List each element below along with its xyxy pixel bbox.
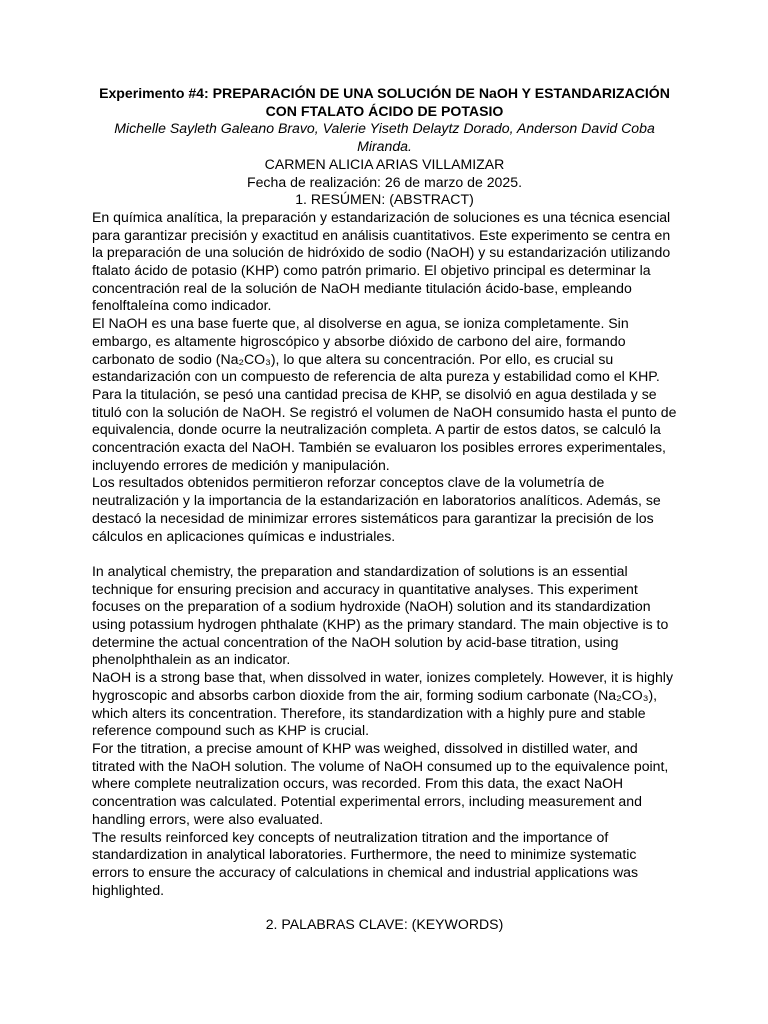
paragraph-spacer	[92, 545, 677, 563]
date-line: Fecha de realización: 26 de marzo de 2025.	[246, 173, 522, 190]
abstract-es-paragraph-3: Para la titulación, se pesó una cantidad precisa de KHP, se disolvió en agua destilada y se tituló con la solución de NaOH. Se registró el volumen de NaOH consumido hasta el punto de equivalencia, donde ocurre la neutralización completa. A partir de estos datos, se calculó la concentración exacta del NaOH. También se evaluaron los posibles errores experimentales, incluyendo errores de medición y manipulación.	[92, 385, 677, 473]
instructor-name: CARMEN ALICIA ARIAS VILLAMIZAR	[264, 155, 505, 172]
authors-line: Michelle Sayleth Galeano Bravo, Valerie Yiseth Delaytz Dorado, Anderson David Coba Miranda.	[114, 120, 655, 155]
document-title: Experimento #4: PREPARACIÓN DE UNA SOLUCIÓN DE NaOH Y ESTANDARIZACIÓN CON FTALATO ÁCIDO DE POTASIO	[99, 85, 670, 119]
abstract-es-paragraph-1: En química analítica, la preparación y estandarización de soluciones es una técnica esencial para garantizar precisión y exactitud en análisis cuantitativos. Este experimento se centra en la preparación de una solución de hidróxido de sodio (NaOH) y su estandarización utilizando ftalato ácido de potasio (KHP) como patrón primario. El objetivo principal es determinar la concentración real de la solución de NaOH mediante titulación ácido-base, empleando fenolftaleína como indicador.	[92, 208, 671, 314]
abstract-en-paragraph-4: The results reinforced key concepts of neutralization titration and the importance of standardization in analytical laboratories. Furthermore, the need to minimize systematic errors to ensure the accuracy of calculations in chemical and industrial applications was highlighted.	[92, 828, 639, 898]
abstract-es-paragraph-4: Los resultados obtenidos permitieron reforzar conceptos clave de la volumetría de neutralización y la importancia de la estandarización en laboratorios analíticos. Además, se destacó la necesidad de minimizar errores sistemáticos para garantizar la precisión de los cálculos en aplicaciones químicas e industriales.	[92, 474, 661, 544]
abstract-en-paragraph-1: In analytical chemistry, the preparation and standardization of solutions is an essential technique for ensuring precision and accuracy in quantitative analyses. This experiment focuses on the preparation of a sodium hydroxide (NaOH) solution and its standardization using potassium hydrogen phthalate (KHP) as the primary standard. The main objective is to determine the actual concentration of the NaOH solution by acid-base titration, using phenolphthalein as an indicator.	[92, 562, 669, 668]
abstract-heading: 1. RESÚMEN: (ABSTRACT)	[295, 191, 474, 208]
abstract-es-paragraph-2: El NaOH es una base fuerte que, al disolverse en agua, se ioniza completamente. Sin embargo, es altamente higroscópico y absorbe dióxido de carbono del aire, formando carbonato de sodio (Na₂CO₃), lo que altera su concentración. Por ello, es crucial su estandarización con un compuesto de referencia de alta pureza y estabilidad como el KHP.	[92, 315, 660, 385]
abstract-en-paragraph-3: For the titration, a precise amount of KHP was weighed, dissolved in distilled water, and titrated with the NaOH solution. The volume of NaOH consumed up to the equivalence point, where complete neutralization occurs, was recorded. From this data, the exact NaOH concentration was calculated. Potential experimental errors, including measurement and handling errors, were also evaluated.	[92, 740, 669, 827]
document-page	[92, 85, 677, 934]
keywords-heading: 2. PALABRAS CLAVE: (KEYWORDS)	[265, 916, 504, 933]
abstract-en-paragraph-2: NaOH is a strong base that, when dissolved in water, ionizes completely. However, it is highly hygroscopic and absorbs carbon dioxide from the air, forming sodium carbonate (Na₂CO₃), which alters its concentration. Therefore, its standardization with a highly pure and stable reference compound such as KHP is crucial.	[92, 669, 673, 739]
